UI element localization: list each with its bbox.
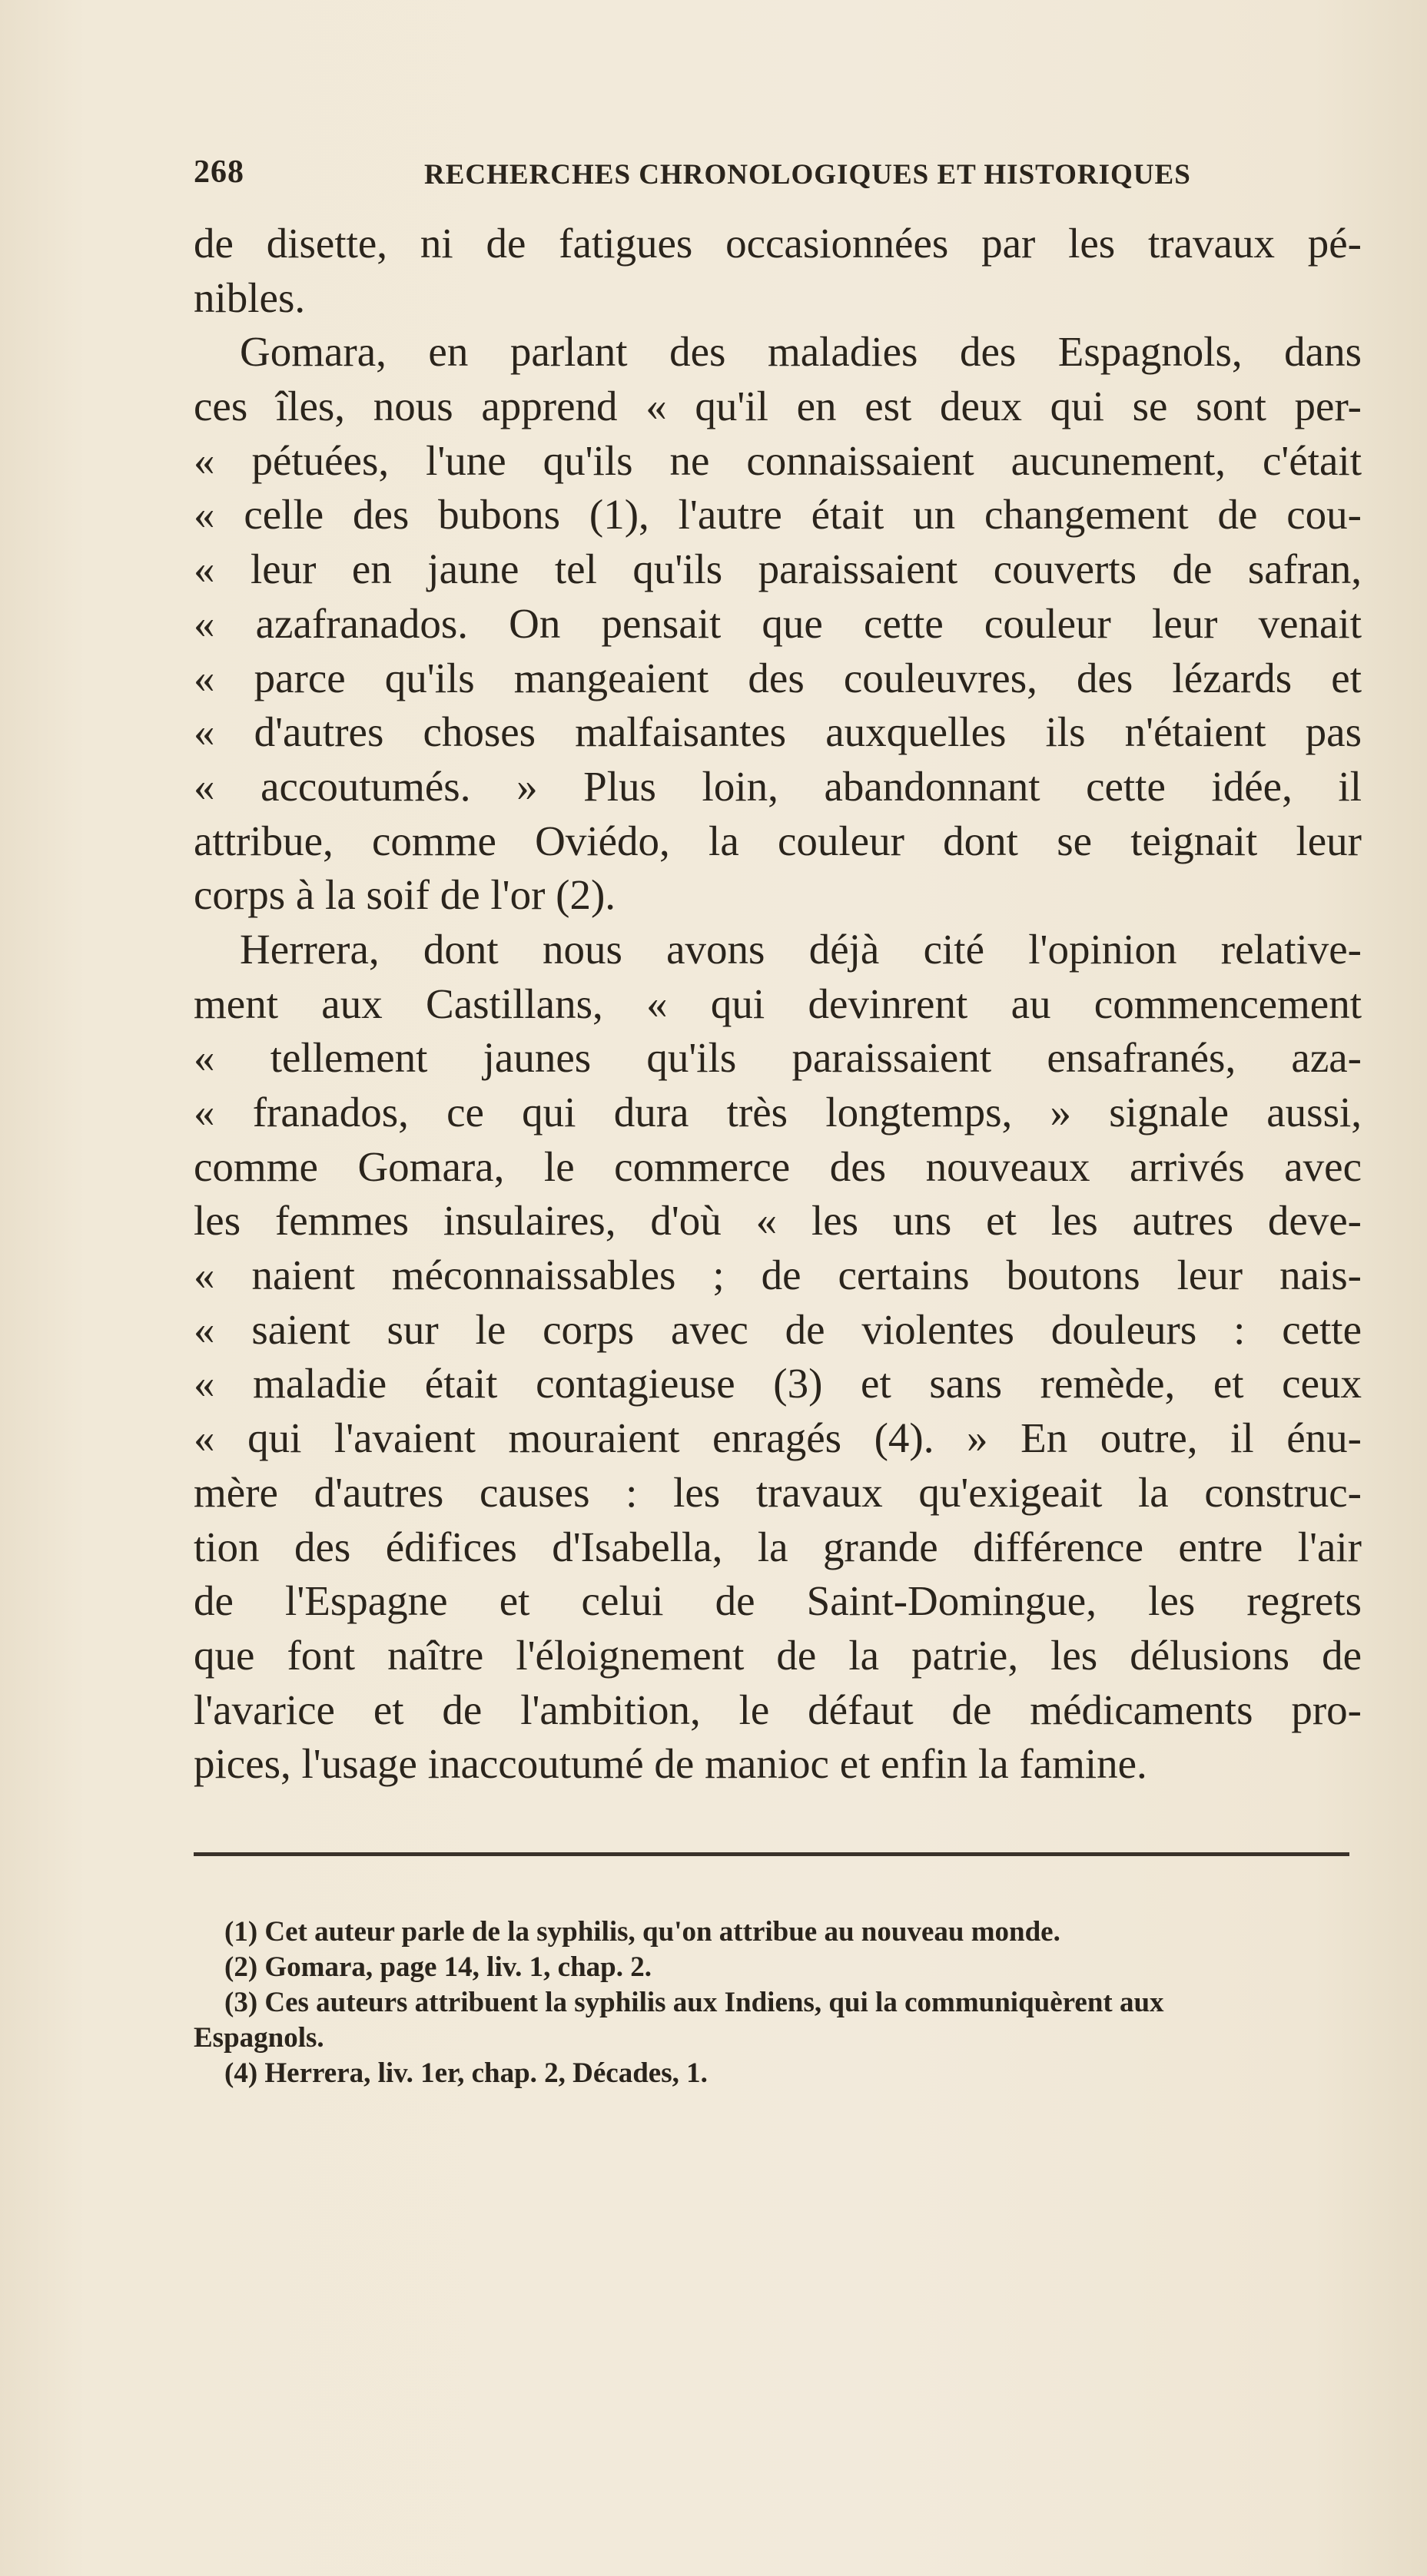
text-line: « accoutumés. » Plus loin, abandonnant cette idée, il bbox=[194, 762, 1362, 810]
text-line: pices, l'usage inaccoutumé de manioc et enfin la famine. bbox=[194, 1740, 1147, 1788]
text-line: Gomara, en parlant des maladies des Espagnols, dans bbox=[240, 328, 1362, 376]
footnote-2: (2) Gomara, page 14, liv. 1, chap. 2. bbox=[224, 1951, 652, 1983]
footnote-3-continuation: Espagnols. bbox=[194, 2022, 324, 2054]
text-line: « celle des bubons (1), l'autre était un changement de cou- bbox=[194, 491, 1362, 539]
text-line: « d'autres choses malfaisantes auxquelles ils n'étaient pas bbox=[194, 708, 1362, 756]
text-line: mère d'autres causes : les travaux qu'exigeait la construc- bbox=[194, 1468, 1362, 1516]
text-line: ment aux Castillans, « qui devinrent au commencement bbox=[194, 980, 1362, 1027]
text-line: ces îles, nous apprend « qu'il en est deux qui se sont per- bbox=[194, 383, 1362, 430]
footnotes bbox=[194, 1915, 1362, 2091]
text-line: comme Gomara, le commerce des nouveaux arrivés avec bbox=[194, 1142, 1362, 1190]
footnote-3: (3) Ces auteurs attribuent la syphilis aux Indiens, qui la communiquèrent aux bbox=[224, 1987, 1164, 2018]
text-line: « saient sur le corps avec de violentes douleurs : cette bbox=[194, 1305, 1362, 1353]
text-line: « azafranados. On pensait que cette couleur leur venait bbox=[194, 599, 1362, 647]
text-line: corps à la soif de l'or (2). bbox=[194, 871, 616, 919]
text-line: « tellement jaunes qu'ils paraissaient ensafranés, aza- bbox=[194, 1034, 1362, 1082]
running-head: RECHERCHES CHRONOLOGIQUES ET HISTORIQUES bbox=[424, 159, 1191, 191]
text-line: « qui l'avaient mouraient enragés (4). » En outre, il énu- bbox=[194, 1414, 1362, 1462]
page-header bbox=[194, 154, 1362, 200]
text-line: « maladie était contagieuse (3) et sans remède, et ceux bbox=[194, 1360, 1362, 1407]
text-line: Herrera, dont nous avons déjà cité l'opinion relative- bbox=[240, 925, 1362, 973]
page-number: 268 bbox=[194, 154, 244, 190]
text-line: « franados, ce qui dura très longtemps, » signale aussi, bbox=[194, 1089, 1362, 1135]
text-line: que font naître l'éloignement de la patrie, les délusions de bbox=[194, 1631, 1362, 1679]
text-line: « pétuées, l'une qu'ils ne connaissaient aucunement, c'était bbox=[194, 436, 1362, 484]
body-text bbox=[194, 217, 1362, 1792]
text-line: « parce qu'ils mangeaient des couleuvres, des lézards et bbox=[194, 654, 1362, 701]
text-line: attribue, comme Oviédo, la couleur dont se teignait leur bbox=[194, 817, 1362, 864]
text-line: les femmes insulaires, d'où « les uns et les autres deve- bbox=[194, 1197, 1362, 1245]
text-line: « naient méconnaissables ; de certains boutons leur nais- bbox=[194, 1252, 1362, 1299]
footnote-divider bbox=[194, 1852, 1349, 1856]
footnote-4: (4) Herrera, liv. 1er, chap. 2, Décades, 1. bbox=[224, 2057, 708, 2089]
text-line: « leur en jaune tel qu'ils paraissaient couverts de safran, bbox=[194, 545, 1362, 593]
text-line: nibles. bbox=[194, 274, 306, 321]
text-line: tion des édifices d'Isabella, la grande différence entre l'air bbox=[194, 1523, 1362, 1570]
text-line: de l'Espagne et celui de Saint-Domingue, les regrets bbox=[194, 1577, 1362, 1625]
text-line: de disette, ni de fatigues occasionnées par les travaux pé- bbox=[194, 220, 1362, 267]
text-line: l'avarice et de l'ambition, le défaut de médicaments pro- bbox=[194, 1686, 1362, 1733]
footnote-1: (1) Cet auteur parle de la syphilis, qu'on attribue au nouveau monde. bbox=[224, 1916, 1060, 1948]
